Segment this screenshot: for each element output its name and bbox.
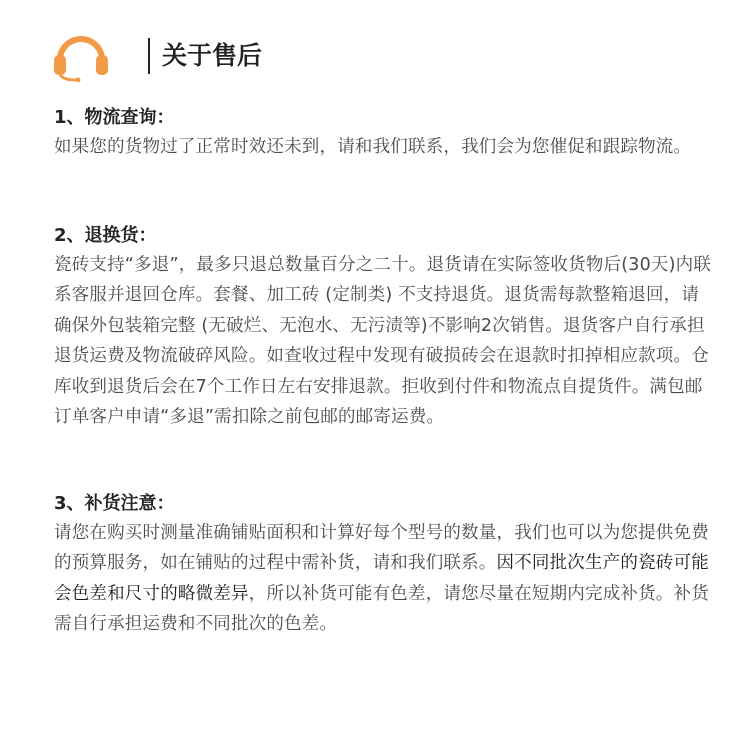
section-body: 瓷砖支持“多退”，最多只退总数量百分之二十。退货请在实际签收货物后(30天)内联系客服并退回仓库。套餐、加工砖 (定制类) 不支持退货。退货需每款整箱退回，请确保外包装箱完整 (无破烂、无泡水、无污渍等)不影响2次销售。退货客户自行承担退货运费及物流破碎风险。如查收过程中发现有破损砖会在退款时扣掉相应款项。仓库收到退货后会在7个工作日左右安排退款。拒收到付件和物流点自提货件。满包邮订单客户申请“多退”需扣除之前包邮的邮寄运费。	[54, 255, 712, 428]
header	[0, 0, 750, 100]
section-heading: 3、补货注意：	[54, 493, 175, 514]
section-logistics-query	[54, 104, 714, 162]
headset-icon	[52, 30, 110, 82]
body-highlight: 因不同批次生产的瓷砖可能会色差和尺寸的略微差异	[54, 553, 709, 604]
body-text: 请您在购买时测量准确铺贴面积和计算好每个型号的数量，我们也可以为您提供免费的预算服务，如在铺贴的过程中需补货，请和我们联系。	[54, 523, 709, 574]
section-heading: 1、物流查询：	[54, 107, 175, 128]
section-body: 如果您的货物过了正常时效还未到，请和我们联系，我们会为您催促和跟踪物流。	[54, 137, 692, 157]
section-heading: 2、退换货：	[54, 225, 157, 246]
section-restock-notice	[54, 490, 714, 640]
body-text: ，所以补货可能有色差，请您尽量在短期内完成补货。补货需自行承担运费和不同批次的色差。	[54, 583, 709, 635]
section-body	[54, 518, 714, 640]
header-divider	[148, 38, 150, 74]
section-returns	[54, 222, 714, 432]
page-title: 关于售后	[162, 41, 263, 70]
